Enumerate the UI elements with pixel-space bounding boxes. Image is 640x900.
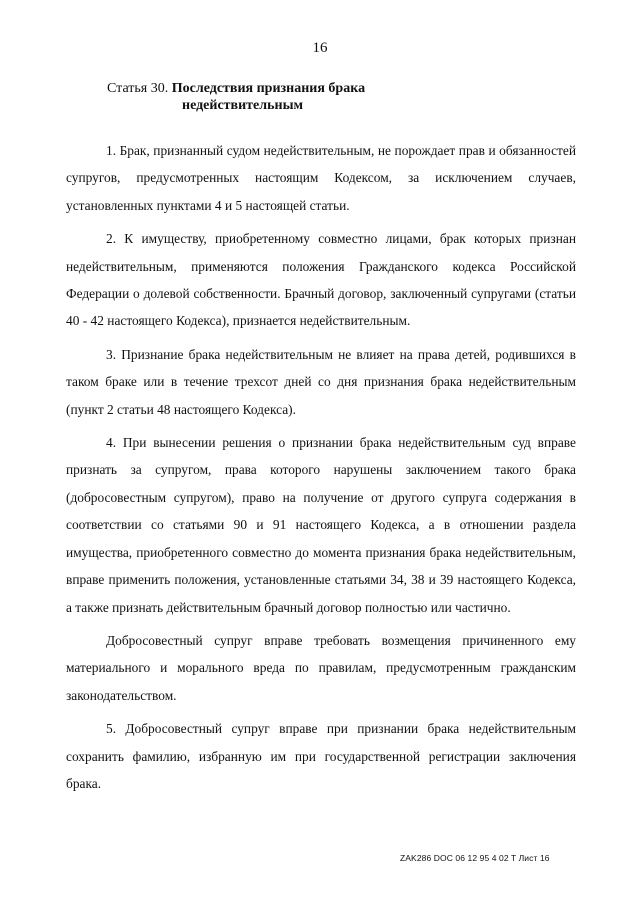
article-title-line1: Последствия признания брака	[171, 81, 366, 96]
paragraph-5: 5. Добросовестный супруг вправе при признании брака недействительным сохранить фамилию, избранную им при государственной регистрации заключения брака.	[66, 721, 576, 791]
article-label: Статья 30.	[107, 81, 169, 96]
paragraph-1: 1. Брак, признанный судом недействительным, не порождает прав и обязанностей супругов, предусмотренных настоящим Кодексом, за исключением случаев, установленных пунктами 4 и 5 настоящей статьи.	[66, 143, 576, 213]
document-footer: ZAK286 DOC 06 12 95 4 02 T Лист 16	[400, 853, 550, 863]
paragraph-3: 3. Признание брака недействительным не влияет на права детей, родившихся в таком браке или в течение трехсот дней со дня признания брака недействительным (пункт 2 статьи 48 настоящего Кодекса).	[66, 346, 576, 417]
paragraph-2: 2. К имуществу, приобретенному совместно лицами, брак которых признан недействительным, применяются положения Гражданского кодекса Российской Федерации о долевой собственности. Брачный договор, заключенный супругами (статьи 40 - 42 настоящего Кодекса), признается недействительным.	[66, 231, 576, 329]
article-title-line2: недействительным	[182, 98, 304, 113]
paragraph-4-continued: Добросовестный супруг вправе требовать возмещения причиненного ему материального и морального вреда по правилам, предусмотренным гражданским законодательством.	[66, 632, 576, 703]
article-body	[66, 137, 576, 803]
paragraph-4: 4. При вынесении решения о признании брака недействительным суд вправе признать за супругом, права которого нарушены заключением такого брака (добросовестным супругом), право на получение от другого супруга содержания в соответствии со статьями 90 и 91 настоящего Кодекса, а в отношении раздела имущества, приобретенного совместно до момента признания брака недействительным, вправе применить положения, установленные статьями 34, 38 и 39 настоящего Кодекса, а также признать действительным брачный договор полностью или частично.	[66, 435, 576, 615]
article-heading	[107, 80, 527, 114]
page-number: 16	[312, 40, 328, 56]
